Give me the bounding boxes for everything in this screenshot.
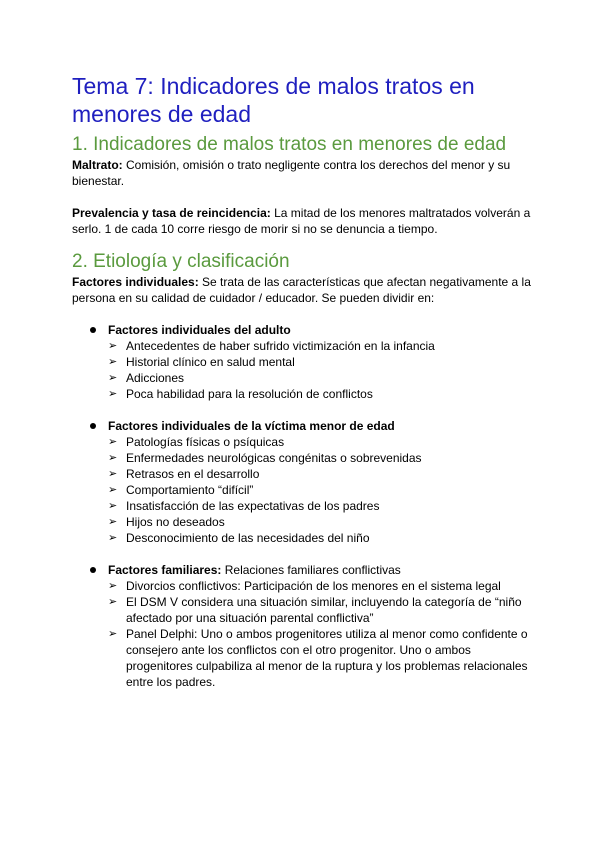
document-title: Tema 7: Indicadores de malos tratos en menores de edad [72,73,475,127]
arrow-bullet-icon: ➢ [108,356,118,368]
document-page [72,72,532,690]
list-item [90,578,532,594]
spacer [72,402,532,418]
list-item [90,370,532,386]
arrow-bullet-icon: ➢ [108,436,118,448]
arrow-bullet-icon: ➢ [108,468,118,480]
list-item-text: Comportamiento “difícil” [126,483,254,497]
factor-sublist [90,338,532,402]
list-item [90,498,532,514]
factor-group-label: Factores individuales de la víctima menor de edad [108,419,395,433]
list-item [90,354,532,370]
list-item-text: Insatisfacción de las expectativas de los padres [126,499,380,513]
list-item-text: Historial clínico en salud mental [126,355,295,369]
list-item [90,434,532,450]
list-item-text: Divorcios conflictivos: Participación de los menores en el sistema legal [126,579,501,593]
prevalencia-text: La mitad de los menores maltratados volverán a serlo. 1 de cada 10 corre riesgo de morir si no se denuncia a tiempo. [72,206,531,236]
list-item [90,450,532,466]
list-item [90,626,532,690]
list-item-text: Antecedentes de haber sufrido victimización en la infancia [126,339,435,353]
factor-group [72,562,532,690]
factor-sublist [90,578,532,690]
spacer [72,546,532,562]
list-item [90,482,532,498]
section-2-heading: 2. Etiología y clasificación [72,251,290,272]
bullet-icon [90,423,96,429]
maltrato-text: Comisión, omisión o trato negligente contra los derechos del menor y su bienestar. [72,158,511,188]
factor-group [72,418,532,546]
list-item [90,386,532,402]
factores-intro-label: Factores individuales: [72,275,199,289]
prevalencia-paragraph [72,205,532,237]
list-item-text: Adicciones [126,371,185,385]
factores-intro-text: Se trata de las características que afectan negativamente a la persona en su calidad de cuidador / educador. Se pueden dividir en: [72,275,531,305]
list-item-text: Panel Delphi: Uno o ambos progenitores utiliza al menor como confidente o consejero ante los conflictos con el otro progenitor. Uno o ambos progenitores culpabiliza al menor de la ruptura y los problemas relacionales entre los padres. [126,627,528,689]
bullet-icon [90,567,96,573]
list-item-text: Retrasos en el desarrollo [126,467,260,481]
prevalencia-label: Prevalencia y tasa de reincidencia: [72,206,271,220]
factor-group-list [72,322,532,690]
list-item-text: Enfermedades neurológicas congénitas o sobrevenidas [126,451,422,465]
list-item [90,466,532,482]
factor-group-text: Relaciones familiares conflictivas [221,563,401,577]
list-item-text: El DSM V considera una situación similar, incluyendo la categoría de “niño afectado por una situación parental conflictiva” [126,595,522,625]
arrow-bullet-icon: ➢ [108,500,118,512]
arrow-bullet-icon: ➢ [108,516,118,528]
arrow-bullet-icon: ➢ [108,532,118,544]
factores-intro-paragraph [72,274,532,306]
arrow-bullet-icon: ➢ [108,596,118,608]
list-item-text: Patologías físicas o psíquicas [126,435,285,449]
arrow-bullet-icon: ➢ [108,580,118,592]
maltrato-label: Maltrato: [72,158,123,172]
arrow-bullet-icon: ➢ [108,372,118,384]
maltrato-paragraph [72,157,532,189]
arrow-bullet-icon: ➢ [108,484,118,496]
list-item [90,530,532,546]
factor-sublist [90,434,532,546]
factor-group-label: Factores familiares: [108,563,222,577]
bullet-icon [90,327,96,333]
section-1-heading: 1. Indicadores de malos tratos en menores de edad [72,134,507,155]
factor-group-label: Factores individuales del adulto [108,323,291,337]
arrow-bullet-icon: ➢ [108,388,118,400]
list-item-text: Poca habilidad para la resolución de conflictos [126,387,373,401]
arrow-bullet-icon: ➢ [108,340,118,352]
arrow-bullet-icon: ➢ [108,628,118,640]
list-item-text: Desconocimiento de las necesidades del niño [126,531,370,545]
arrow-bullet-icon: ➢ [108,452,118,464]
list-item-text: Hijos no deseados [126,515,225,529]
list-item [90,594,532,626]
factor-group [72,322,532,402]
list-item [90,338,532,354]
list-item [90,514,532,530]
